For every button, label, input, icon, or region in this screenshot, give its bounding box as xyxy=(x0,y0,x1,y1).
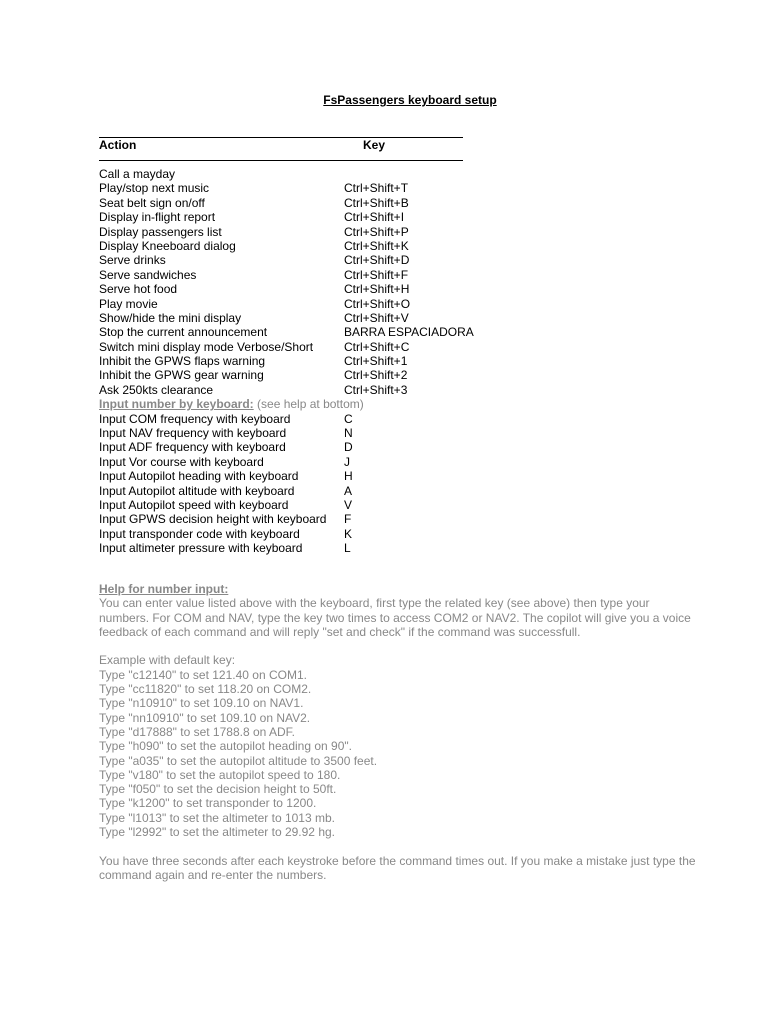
key-cell: Ctrl+Shift+2 xyxy=(344,368,408,383)
help-text-line: feedback of each command and will reply "set and check" if the command was successfull. xyxy=(99,624,581,639)
key-cell: Ctrl+Shift+K xyxy=(344,238,409,253)
example-line: Type "l1013" to set the altimeter to 1013 mb. xyxy=(99,810,335,825)
key-cell: H xyxy=(344,469,353,484)
key-cell: J xyxy=(344,454,350,469)
example-line: Type "h090" to set the autopilot heading on 90". xyxy=(99,739,352,754)
action-cell: Display passengers list xyxy=(99,224,222,239)
example-heading: Example with default key: xyxy=(99,653,236,668)
example-line: Type "l2992" to set the altimeter to 29.92 hg. xyxy=(99,825,335,840)
action-cell: Serve sandwiches xyxy=(99,267,197,282)
document-title: FsPassengers keyboard setup xyxy=(323,93,497,107)
action-cell: Input Autopilot altitude with keyboard xyxy=(99,483,295,498)
key-cell: L xyxy=(344,541,351,556)
example-line: Type "cc11820" to set 118.20 on COM2. xyxy=(99,682,312,697)
key-cell: Ctrl+Shift+O xyxy=(344,296,411,311)
action-cell: Input Vor course with keyboard xyxy=(99,454,264,469)
header-action: Action xyxy=(99,138,137,152)
action-cell: Serve hot food xyxy=(99,282,178,297)
action-cell: Inhibit the GPWS gear warning xyxy=(99,368,264,383)
action-cell: Input altimeter pressure with keyboard xyxy=(99,541,303,556)
action-cell: Display in-flight report xyxy=(99,210,216,225)
action-cell: Switch mini display mode Verbose/Short xyxy=(99,339,314,354)
help-text-line: command again and re-enter the numbers. xyxy=(99,867,327,882)
header-top-rule xyxy=(99,137,463,138)
example-line: Type "nn10910" to set 109.10 on NAV2. xyxy=(99,710,311,725)
header-bottom-rule xyxy=(99,160,463,161)
action-cell: Inhibit the GPWS flaps warning xyxy=(99,354,266,369)
example-line: Type "c12140" to set 121.40 on COM1. xyxy=(99,667,307,682)
action-cell: Play/stop next music xyxy=(99,181,210,196)
key-cell: A xyxy=(344,483,353,498)
header-key: Key xyxy=(363,138,386,152)
key-cell: C xyxy=(344,411,353,426)
key-cell: D xyxy=(344,440,353,455)
action-cell: Serve drinks xyxy=(99,253,166,268)
key-cell: Ctrl+Shift+H xyxy=(344,282,410,297)
example-line: Type "n10910" to set 109.10 on NAV1. xyxy=(99,696,304,711)
action-cell: Input Autopilot heading with keyboard xyxy=(99,469,299,484)
help-text-line: You can enter value listed above with the keyboard, first type the related key (see above) then type your xyxy=(99,596,650,611)
action-cell: Call a mayday xyxy=(99,167,176,181)
action-cell: Show/hide the mini display xyxy=(99,310,242,325)
key-cell: Ctrl+Shift+V xyxy=(344,310,409,325)
key-cell: V xyxy=(344,497,353,512)
key-cell: Ctrl+Shift+C xyxy=(344,339,410,354)
action-cell: Input GPWS decision height with keyboard xyxy=(99,512,327,527)
action-cell: Input transponder code with keyboard xyxy=(99,526,300,541)
key-cell: F xyxy=(344,512,352,527)
example-line: Type "f050" to set the decision height to 50ft. xyxy=(99,782,337,797)
input-subheader-note: (see help at bottom) xyxy=(253,397,364,412)
action-cell: Input ADF frequency with keyboard xyxy=(99,440,286,455)
action-cell: Play movie xyxy=(99,296,158,311)
action-cell: Input Autopilot speed with keyboard xyxy=(99,497,289,512)
example-line: Type "d17888" to set 1788.8 on ADF. xyxy=(99,724,295,739)
help-heading: Help for number input: xyxy=(99,582,229,596)
input-subheader-label: Input number by keyboard: xyxy=(99,397,254,412)
example-line: Type "v180" to set the autopilot speed to 180. xyxy=(99,767,341,782)
key-cell: BARRA ESPACIADORA xyxy=(344,325,474,340)
action-cell: Stop the current announcement xyxy=(99,325,268,340)
key-cell: Ctrl+Shift+P xyxy=(344,224,409,239)
help-text-line: You have three seconds after each keystroke before the command times out. If you make a mistake just type the xyxy=(99,853,696,868)
key-cell: Ctrl+Shift+1 xyxy=(344,354,408,369)
example-line: Type "k1200" to set transponder to 1200. xyxy=(99,796,317,811)
key-cell: Ctrl+Shift+T xyxy=(344,181,409,196)
help-text-line: numbers. For COM and NAV, type the key two times to access COM2 or NAV2. The copilot will give you a voice xyxy=(99,610,691,625)
key-cell: Ctrl+Shift+B xyxy=(344,195,409,210)
key-cell: Ctrl+Shift+F xyxy=(344,267,409,282)
help-section xyxy=(99,582,729,882)
key-cell: N xyxy=(344,426,353,441)
action-cell: Input NAV frequency with keyboard xyxy=(99,426,287,441)
action-cell: Input COM frequency with keyboard xyxy=(99,411,291,426)
key-cell: K xyxy=(344,526,353,541)
key-cell: Ctrl+Shift+3 xyxy=(344,382,408,397)
action-cell: Seat belt sign on/off xyxy=(99,195,205,210)
action-cell: Display Kneeboard dialog xyxy=(99,238,236,253)
action-cell: Ask 250kts clearance xyxy=(99,382,214,397)
key-cell: Ctrl+Shift+I xyxy=(344,210,405,225)
key-cell: Ctrl+Shift+D xyxy=(344,253,410,268)
example-line: Type "a035" to set the autopilot altitude to 3500 feet. xyxy=(99,753,378,768)
